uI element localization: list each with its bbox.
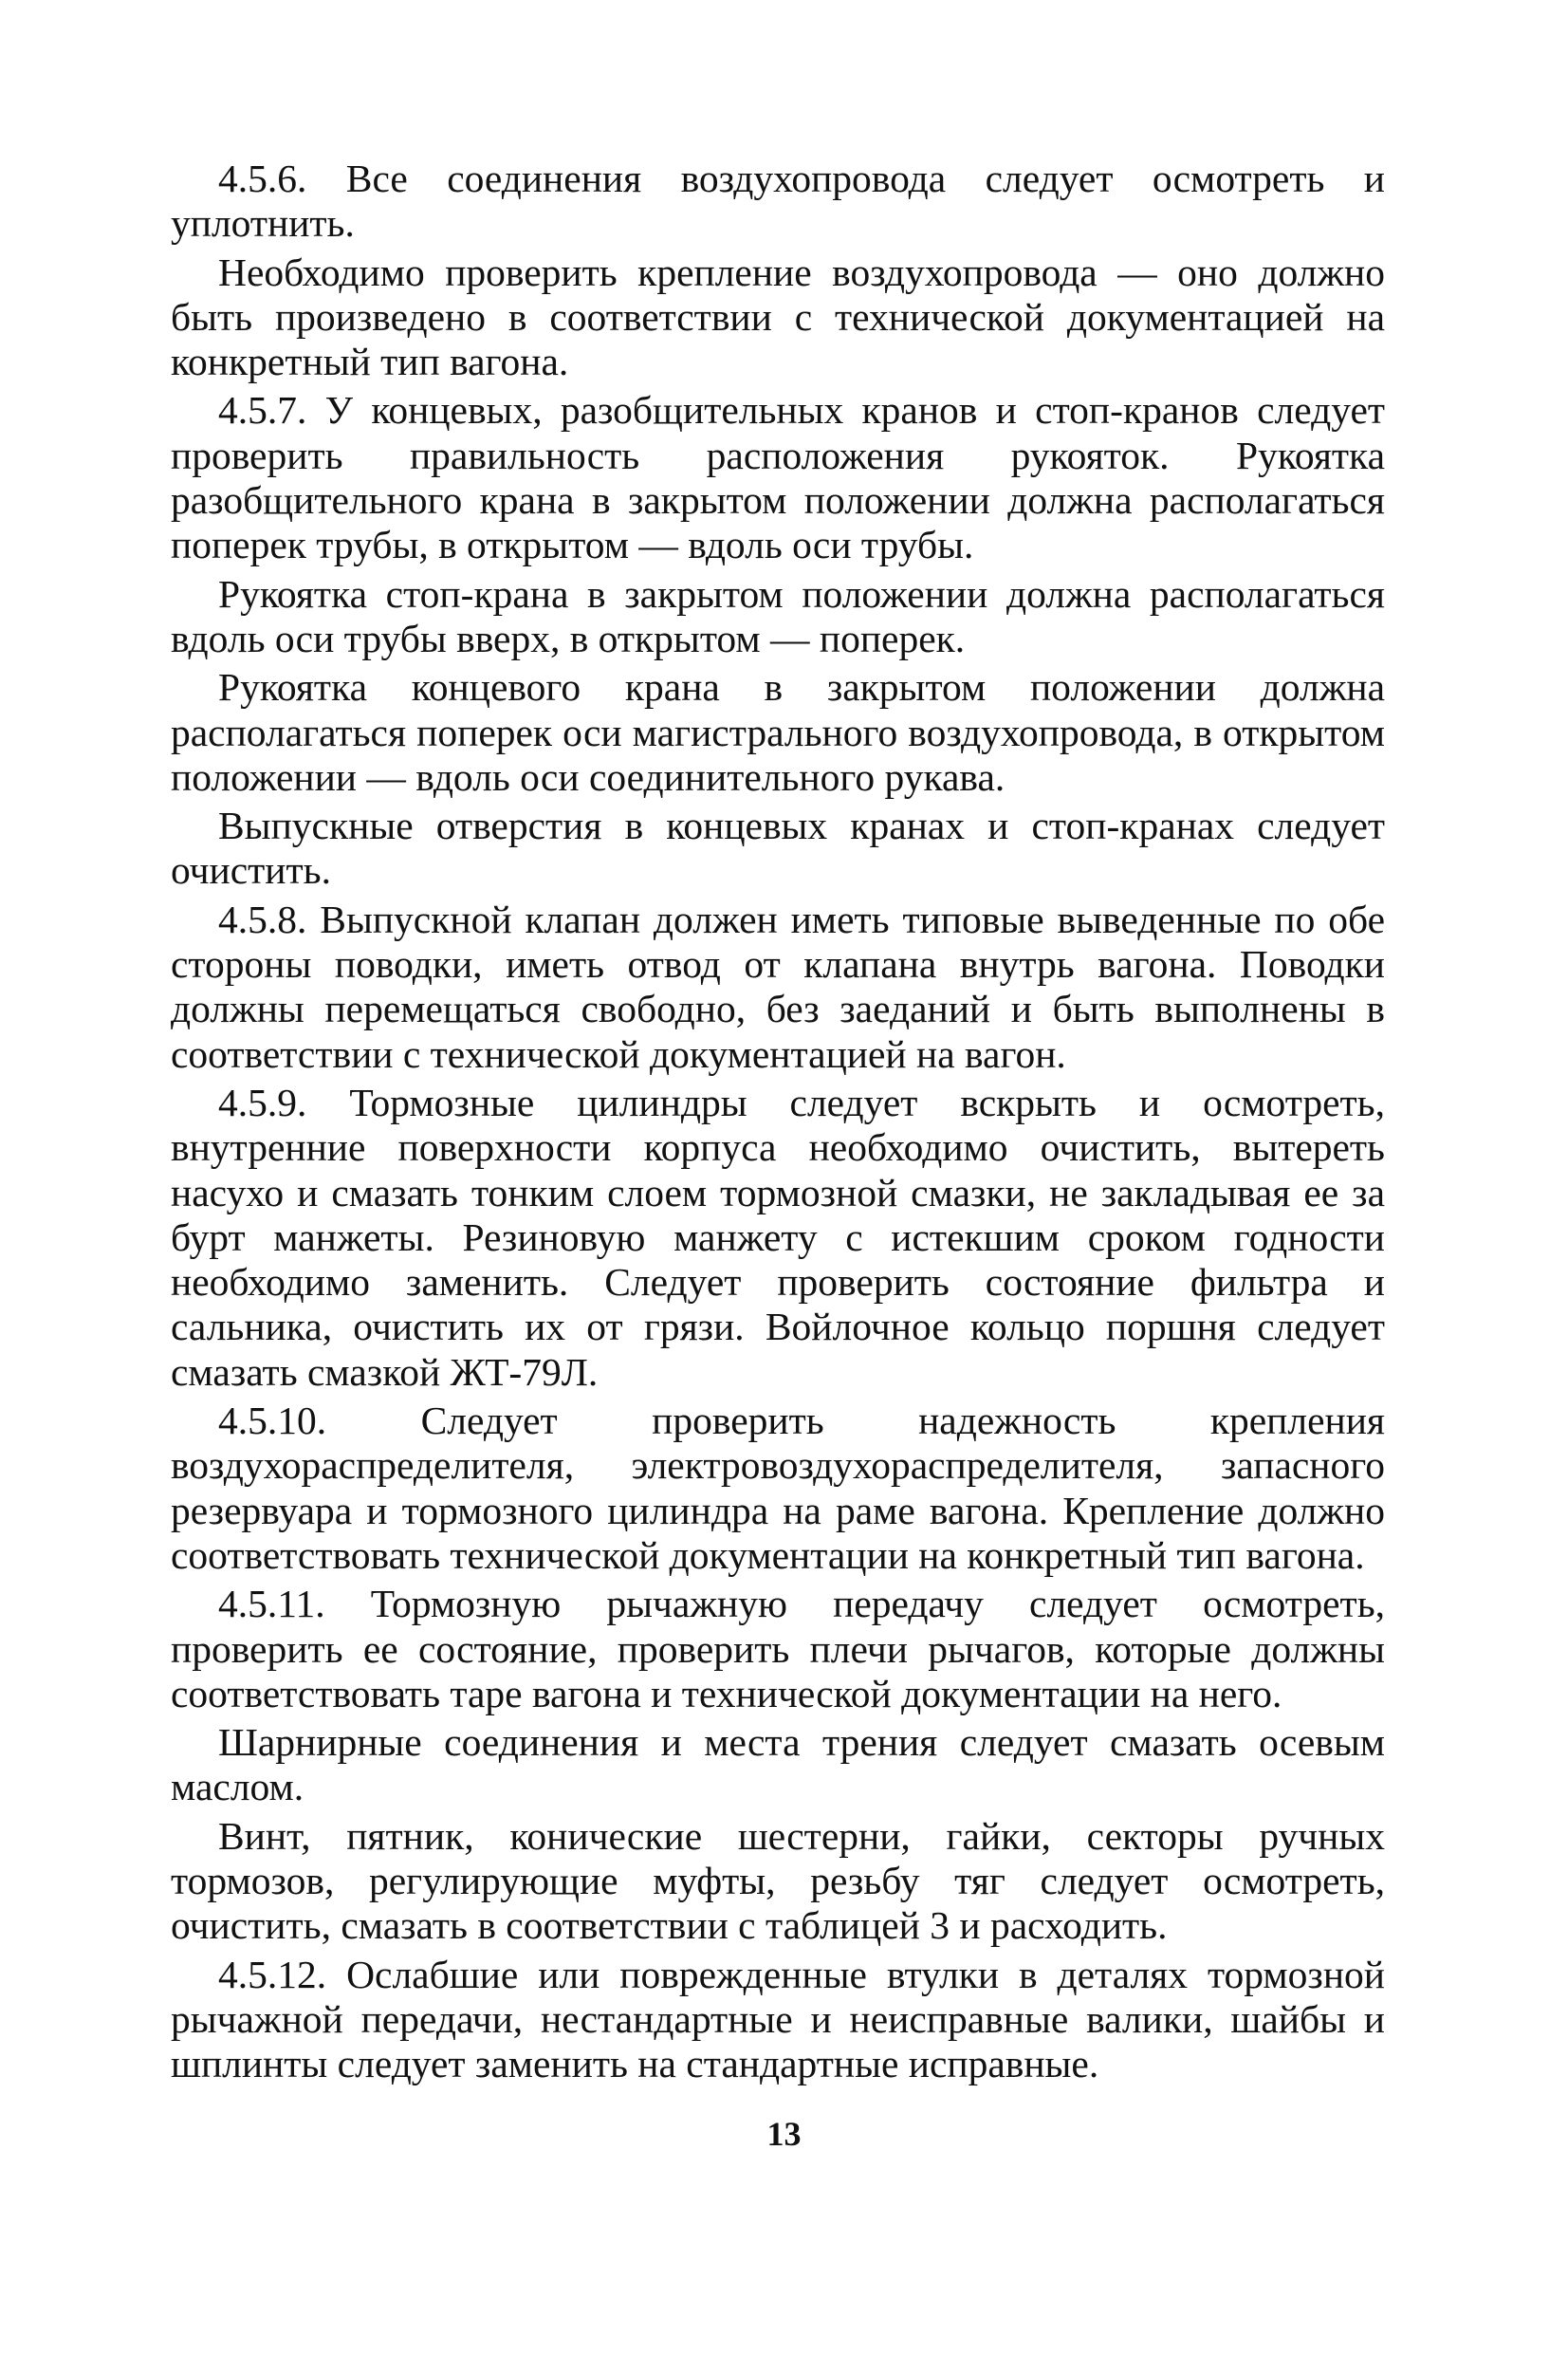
paragraph-end-valve-handle: Рукоятка концевого крана в закрытом положении должна располагаться поперек оси магистрального воздухопровода, в открытом положении — вдоль оси соединительного рукава. bbox=[171, 665, 1385, 799]
paragraph-4-5-11: 4.5.11. Тормозную рычажную передачу следует осмотреть, проверить ее состояние, проверить плечи рычагов, которые должны соответствовать таре вагона и технической документации на него. bbox=[171, 1582, 1385, 1715]
document-body bbox=[171, 157, 1385, 2090]
paragraph-4-5-8: 4.5.8. Выпускной клапан должен иметь типовые выведенные по обе стороны поводки, иметь отвод от клапана внутрь вагона. Поводки должны перемещаться свободно, без заеданий и быть выполнены в соответствии с технической документацией на вагон. bbox=[171, 897, 1385, 1076]
paragraph-4-5-9: 4.5.9. Тормозные цилиндры следует вскрыть и осмотреть, внутренние поверхности корпуса необходимо очистить, вытереть насухо и смазать тонким слоем тормозной смазки, не закладывая ее за бурт манжеты. Резиновую манжету с истекшим сроком годности необходимо заменить. Следует проверить состояние фильтра и сальника, очистить их от грязи. Войлочное кольцо поршня следует смазать смазкой ЖТ-79Л. bbox=[171, 1080, 1385, 1394]
paragraph-4-5-10: 4.5.10. Следует проверить надежность крепления воздухораспределителя, электровоздухораспределителя, запасного резервуара и тормозного цилиндра на раме вагона. Крепление должно соответствовать технической документации на конкретный тип вагона. bbox=[171, 1399, 1385, 1577]
paragraph-4-5-7: 4.5.7. У концевых, разобщительных кранов и стоп-кранов следует проверить правильность расположения рукояток. Рукоятка разобщительного крана в закрытом положении должна располагаться поперек трубы, в открытом — вдоль оси трубы. bbox=[171, 388, 1385, 567]
paragraph-stop-valve-handle: Рукоятка стоп-крана в закрытом положении должна располагаться вдоль оси трубы вверх, в открытом — поперек. bbox=[171, 571, 1385, 660]
paragraph-4-5-6: 4.5.6. Все соединения воздухопровода следует осмотреть и уплотнить. bbox=[171, 157, 1385, 246]
paragraph-hinge-joints: Шарнирные соединения и места трения следует смазать осевым маслом. bbox=[171, 1720, 1385, 1809]
paragraph-hand-brake-parts: Винт, пятник, конические шестерни, гайки, секторы ручных тормозов, регулирующие муфты, резьбу тяг следует осмотреть, очистить, смазать в соответствии с таблицей 3 и расходить. bbox=[171, 1813, 1385, 1948]
paragraph-outlet-openings: Выпускные отверстия в концевых кранах и стоп-кранах следует очистить. bbox=[171, 804, 1385, 893]
paragraph-air-duct-fastening: Необходимо проверить крепление воздухопровода — оно должно быть произведено в соответствии с технической документацией на конкретный тип вагона. bbox=[171, 250, 1385, 384]
paragraph-4-5-12: 4.5.12. Ослабшие или поврежденные втулки в деталях тормозной рычажной передачи, нестандартные и неисправные валики, шайбы и шплинты следует заменить на стандартные исправные. bbox=[171, 1952, 1385, 2086]
page-number: 13 bbox=[766, 2115, 802, 2153]
